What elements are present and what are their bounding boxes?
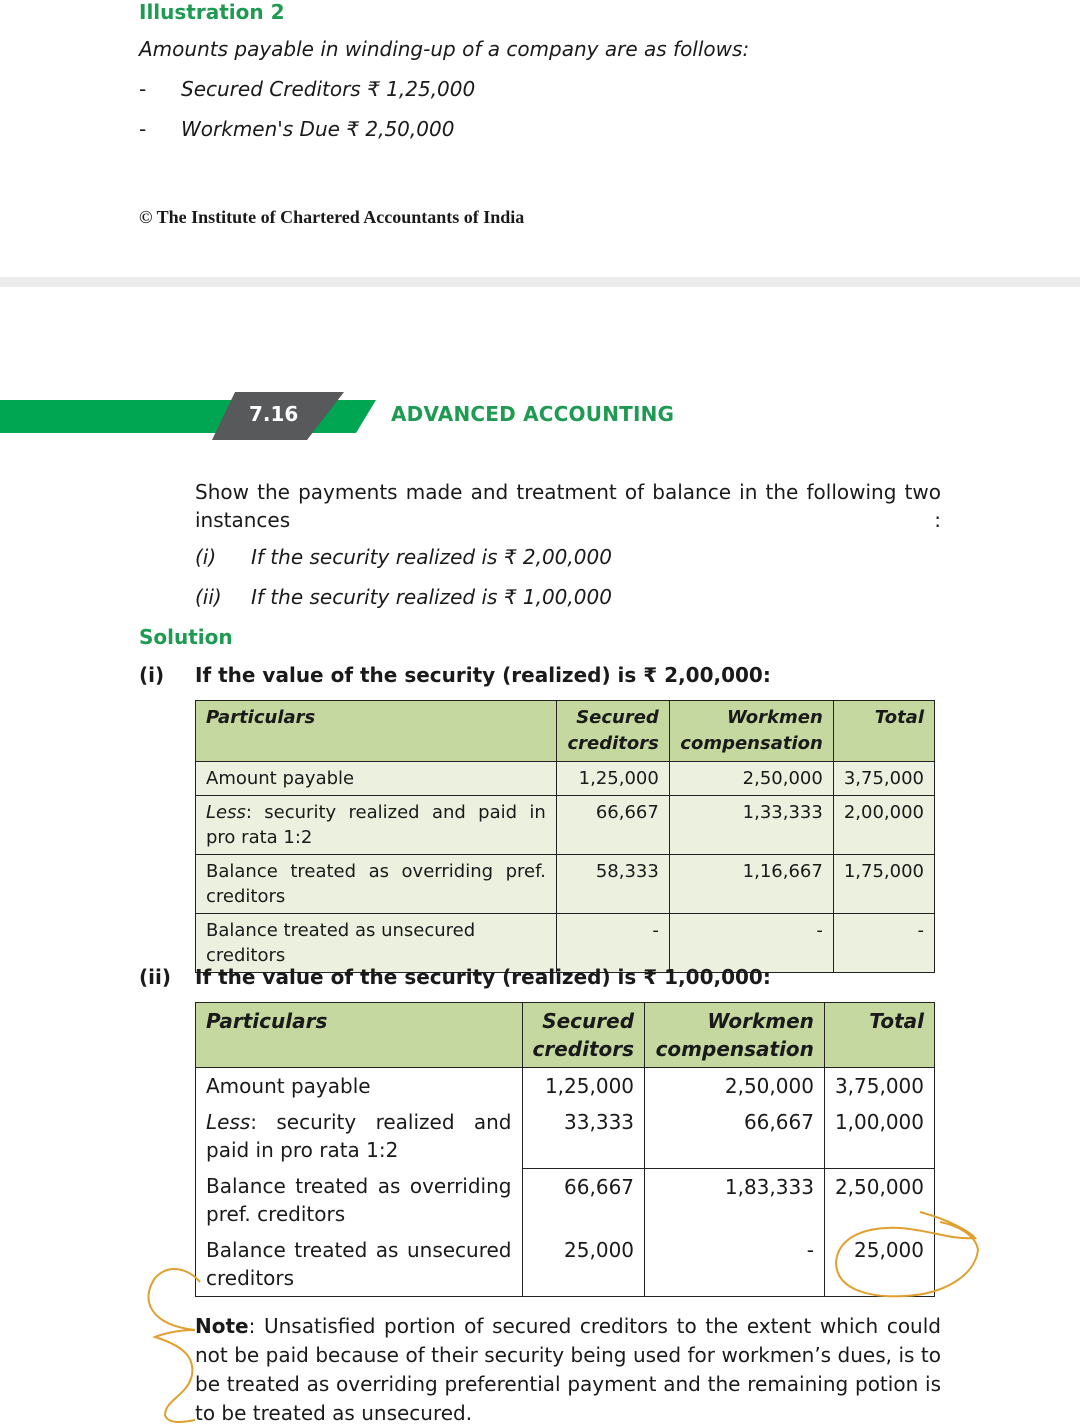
row-label: Balance treated as overriding pref. creditors: [196, 855, 557, 914]
case-number: (i): [139, 663, 165, 687]
row-label: Balance treated as unsecured creditors: [196, 1232, 523, 1297]
table-header-row: [196, 1003, 935, 1068]
case-title: If the value of the security (realized) is ₹ 2,00,000:: [195, 663, 771, 687]
note-label: Note: [195, 1314, 249, 1338]
cell-workmen: 1,16,667: [669, 855, 833, 914]
col-particulars: Particulars: [196, 1003, 523, 1068]
cell-workmen: 2,50,000: [669, 762, 833, 796]
cell-total: 25,000: [824, 1232, 934, 1297]
cell-secured: 66,667: [522, 1168, 645, 1232]
cell-workmen: 66,667: [645, 1104, 825, 1168]
solution-heading: Solution: [139, 625, 233, 649]
cell-secured: 66,667: [556, 796, 669, 855]
cell-total: 3,75,000: [833, 762, 934, 796]
case-title: If the value of the security (realized) is ₹ 1,00,000:: [195, 965, 771, 989]
instance-ii: [195, 585, 612, 609]
less-label: Less: [206, 802, 246, 823]
table-row: [196, 1068, 935, 1105]
page-separator: [0, 277, 1080, 287]
annotation-brace: [148, 1269, 200, 1422]
cell-total: 2,50,000: [824, 1168, 934, 1232]
row-label: Balance treated as unsecured creditors: [196, 914, 557, 973]
row-label: Amount payable: [196, 762, 557, 796]
cell-secured: -: [556, 914, 669, 973]
note-text: : Unsatisfied portion of secured creditors to the extent which could not be paid because of their security being used for workmen’s dues, is to be treated as overriding preferential payment and the remaining potion is to be treated as unsecured.: [195, 1314, 941, 1425]
cell-total: 1,00,000: [824, 1104, 934, 1168]
solution-note: [195, 1312, 941, 1428]
table-row: [196, 1232, 935, 1297]
cell-total: 1,75,000: [833, 855, 934, 914]
cell-workmen: -: [669, 914, 833, 973]
table-header-row: [196, 701, 935, 762]
cell-secured: 33,333: [522, 1104, 645, 1168]
cell-secured: 1,25,000: [522, 1068, 645, 1105]
cell-total: 3,75,000: [824, 1068, 934, 1105]
cell-secured: 25,000: [522, 1232, 645, 1297]
cell-workmen: 1,83,333: [645, 1168, 825, 1232]
cell-workmen: 2,50,000: [645, 1068, 825, 1105]
cell-secured: 1,25,000: [556, 762, 669, 796]
instance-i: [195, 545, 612, 569]
cell-total: 2,00,000: [833, 796, 934, 855]
instance-number: (i): [195, 545, 217, 569]
col-total: Total: [833, 701, 934, 762]
cell-total: -: [833, 914, 934, 973]
chapter-title: ADVANCED ACCOUNTING: [391, 402, 675, 426]
col-workmen: Workmen compensation: [645, 1003, 825, 1068]
illustration-intro: Amounts payable in winding-up of a company are as follows:: [139, 37, 750, 61]
bullet-dash: -: [139, 77, 147, 101]
col-particulars: Particulars: [196, 701, 557, 762]
bullet-workmen-due: [139, 117, 454, 141]
table-row: [196, 855, 935, 914]
row-label: Amount payable: [196, 1068, 523, 1105]
case-i-table: [195, 700, 935, 973]
bullet-text: Workmen's Due ₹ 2,50,000: [181, 117, 455, 141]
instance-number: (ii): [195, 585, 222, 609]
col-total: Total: [824, 1003, 934, 1068]
table-row: [196, 762, 935, 796]
cell-workmen: 1,33,333: [669, 796, 833, 855]
table-row: [196, 1168, 935, 1232]
cell-secured: 58,333: [556, 855, 669, 914]
case-ii-heading: [139, 965, 771, 989]
illustration-title: Illustration 2: [139, 0, 285, 24]
col-secured: Secured creditors: [556, 701, 669, 762]
instance-text: If the security realized is ₹ 2,00,000: [251, 545, 612, 569]
bullet-text: Secured Creditors ₹ 1,25,000: [181, 77, 476, 101]
question-text: Show the payments made and treatment of balance in the following two instances :: [195, 480, 941, 532]
bullet-dash: -: [139, 117, 147, 141]
instance-text: If the security realized is ₹ 1,00,000: [251, 585, 612, 609]
col-secured: Secured creditors: [522, 1003, 645, 1068]
table-row: [196, 1104, 935, 1168]
page-number: 7.16: [249, 402, 299, 426]
table-row: [196, 796, 935, 855]
copyright-footer: © The Institute of Chartered Accountants of India: [139, 207, 525, 227]
cell-workmen: -: [645, 1232, 825, 1297]
less-label: Less: [206, 1110, 251, 1134]
table-row: [196, 914, 935, 973]
col-workmen: Workmen compensation: [669, 701, 833, 762]
bullet-secured-creditors: [139, 77, 475, 101]
row-label: Less: security realized and paid in pro rata 1:2: [196, 796, 557, 855]
row-label: Less: security realized and paid in pro rata 1:2: [196, 1104, 523, 1168]
row-label: Balance treated as overriding pref. creditors: [196, 1168, 523, 1232]
case-ii-table: [195, 1002, 935, 1297]
case-i-heading: [139, 663, 771, 687]
case-number: (ii): [139, 965, 171, 989]
